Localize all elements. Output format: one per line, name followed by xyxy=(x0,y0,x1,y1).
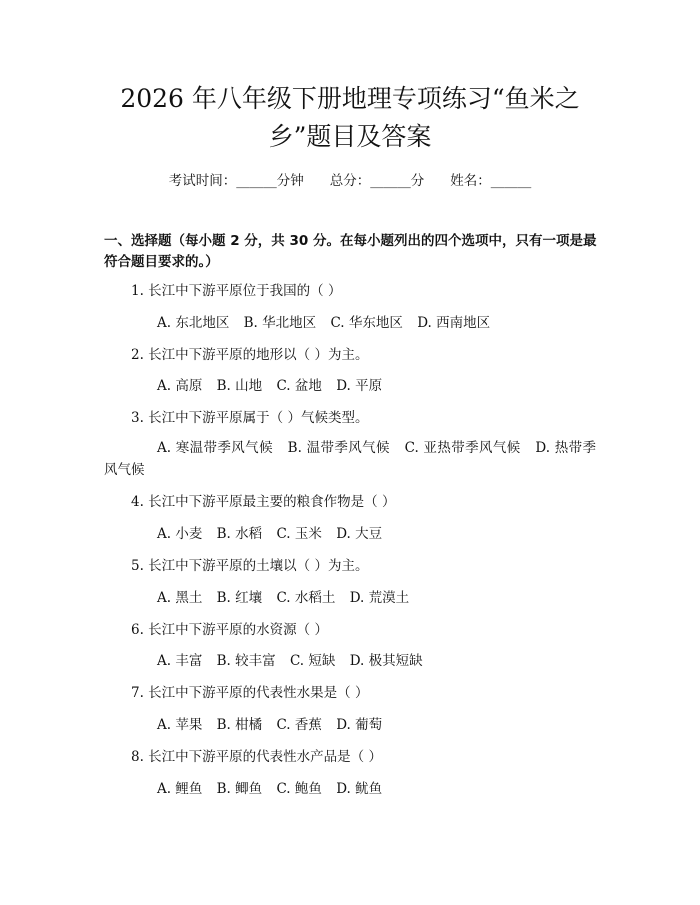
question-options xyxy=(104,437,596,481)
option-d: D. 热带季风气候 xyxy=(104,440,596,478)
question-options xyxy=(157,378,392,394)
option-d: D. 葡萄 xyxy=(336,717,383,733)
question-options xyxy=(157,781,392,797)
question-stem: 8. 长江中下游平原的代表性水产品是（ ） xyxy=(131,749,382,765)
option-c: C. 玉米 xyxy=(276,526,322,542)
question-options xyxy=(157,526,392,542)
question-stem: 4. 长江中下游平原最主要的粮食作物是（ ） xyxy=(131,494,396,510)
question-stem: 6. 长江中下游平原的水资源（ ） xyxy=(131,622,328,638)
option-d: D. 荒漠土 xyxy=(349,590,410,606)
question-options xyxy=(157,717,392,733)
student-name-field: 姓名：______ xyxy=(450,173,532,189)
question-options xyxy=(157,653,433,669)
question-options xyxy=(157,315,500,331)
question-stem: 7. 长江中下游平原的代表性水果是（ ） xyxy=(131,685,369,701)
document-title-line-1: 2026 年八年级下册地理专项练习“鱼米之 xyxy=(120,84,580,113)
option-a: A. 小麦 xyxy=(157,526,203,542)
question-stem: 1. 长江中下游平原位于我国的（ ） xyxy=(131,283,342,299)
option-d: D. 极其短缺 xyxy=(349,653,423,669)
option-b: B. 红壤 xyxy=(216,590,263,606)
question-options xyxy=(157,590,419,606)
option-c: C. 水稻土 xyxy=(276,590,336,606)
total-score-field: 总分：______分 xyxy=(329,173,425,189)
option-d: D. 平原 xyxy=(336,378,383,394)
option-c: C. 亚热带季风气候 xyxy=(404,440,521,456)
option-a: A. 丰富 xyxy=(157,653,203,669)
option-b: B. 山地 xyxy=(216,378,263,394)
option-a: A. 寒温带季风气候 xyxy=(157,440,273,456)
exam-info-line xyxy=(0,169,700,189)
option-b: B. 华北地区 xyxy=(243,315,317,331)
question-stem: 5. 长江中下游平原的土壤以（ ）为主。 xyxy=(131,558,369,574)
section-heading-multiple-choice: 一、选择题（每小题 2 分，共 30 分。在每小题列出的四个选项中，只有一项是最符合题目要求的。） xyxy=(104,233,597,270)
option-b: B. 鲫鱼 xyxy=(216,781,263,797)
option-c: C. 短缺 xyxy=(289,653,336,669)
option-c: C. 华东地区 xyxy=(330,315,403,331)
question-stem: 2. 长江中下游平原的地形以（ ）为主。 xyxy=(131,347,369,363)
option-d: D. 鱿鱼 xyxy=(336,781,383,797)
option-a: A. 黑土 xyxy=(157,590,203,606)
option-b: B. 较丰富 xyxy=(216,653,276,669)
option-b: B. 水稻 xyxy=(216,526,263,542)
option-c: C. 鲍鱼 xyxy=(276,781,322,797)
option-c: C. 香蕉 xyxy=(276,717,322,733)
option-a: A. 高原 xyxy=(157,378,203,394)
option-b: B. 柑橘 xyxy=(216,717,263,733)
option-a: A. 东北地区 xyxy=(157,315,230,331)
question-stem: 3. 长江中下游平原属于（ ）气候类型。 xyxy=(131,410,369,426)
option-d: D. 大豆 xyxy=(336,526,383,542)
option-b: B. 温带季风气候 xyxy=(287,440,390,456)
option-d: D. 西南地区 xyxy=(417,315,491,331)
option-a: A. 鲤鱼 xyxy=(157,781,203,797)
option-c: C. 盆地 xyxy=(276,378,322,394)
exam-time-field: 考试时间：______分钟 xyxy=(168,173,304,189)
option-a: A. 苹果 xyxy=(157,717,203,733)
document-title-line-2: 乡”题目及答案 xyxy=(268,122,432,151)
